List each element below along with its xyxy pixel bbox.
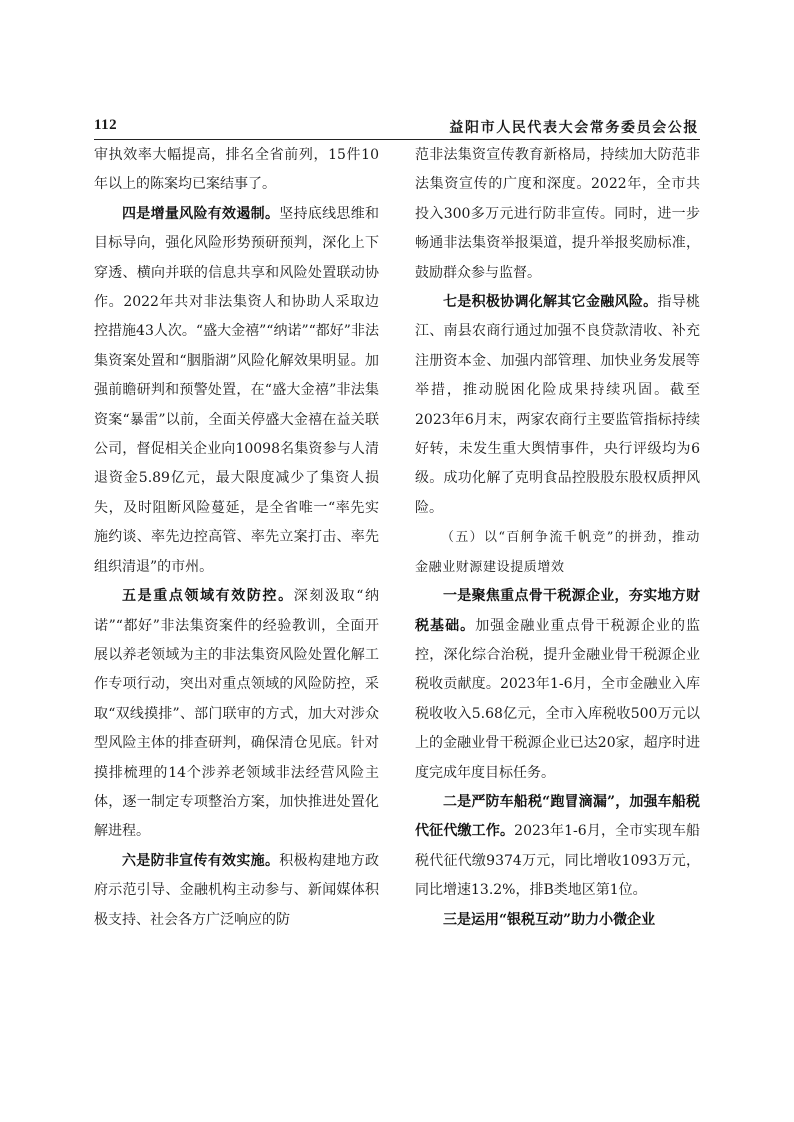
paragraph-body: 2023年1-6月，全市实现车船税代征代缴9374万元，同比增收1093万元，同比增速13.2%，排B类地区第1位。 [415, 823, 700, 899]
paragraph [94, 847, 379, 935]
paragraph-lead: 五是重点领域有效防控。 [122, 588, 294, 605]
paragraph-body: 坚持底线思维和目标导向，强化风险形势预研预判，深化上下穿透、横向并联的信息共享和风险处置联动协作。2022年共对非法集资人和协助人采取边控措施43人次。“盛大金禧”“纳诺”“都好”非法集资案处置和“胭脂湖”风险化解效果明显。加强前瞻研判和预警处置，在“盛大金禧”非法集资案“暴雷”以前，全面关停盛大金禧在益关联公司，督促相关企业向10098名集资参与人清退资金5.89亿元，最大限度减少了集资人损失，及时阻断风险蔓延，是全省唯一“率先实施约谈、率先边控高管、率先立案打击、率先组织清退”的市州。 [94, 205, 380, 575]
paragraph-body: 指导桃江、南县农商行通过加强不良贷款清收、补充注册资本金、加强内部管理、加快业务发展等举措，推动脱困化险成果持续巩固。截至2023年6月末，两家农商行主要监管指标持续好转，未发生重大舆情事件，央行评级均为6级。成功化解了克明食品控股股东股权质押风险。 [415, 294, 701, 516]
paragraph [415, 788, 700, 906]
paragraph-body: 积极构建地方政府示范引导、金融机构主动参与、新闻媒体积极支持、社会各方广泛响应的防 [94, 852, 380, 928]
paragraph-lead: 三是运用“银税互动”助力小微企业 [443, 911, 656, 928]
section-heading: （五）以“百舸争流千帆竞”的拼劲，推动金融业财源建设提质增效 [415, 530, 700, 575]
paragraph-body: 深刻汲取“纳诺”“都好”非法集资案件的经验教训，全面开展以养老领域为主的非法集资风险处置化解工作专项行动，突出对重点领域的风险防控，采取“双线摸排”、部门联审的方式，加大对涉众型风险主体的排查研判，确保清仓见底。针对摸排梳理的14个涉养老领域非法经营风险主体，逐一制定专项整治方案，加快推进处置化解进程。 [94, 588, 379, 840]
left-column [94, 141, 379, 935]
paragraph [94, 582, 379, 847]
paragraph: 范非法集资宣传教育新格局，持续加大防范非法集资宣传的广度和深度。2022年，全市共投入300多万元进行防非宣传。同时，进一步畅通非法集资举报渠道，提升举报奖励标准，鼓励群众参与监督。 [415, 147, 700, 281]
paragraph-lead: 二是严防车船税“跑冒滴漏”，加强车船税代征代缴工作。 [415, 793, 700, 840]
paragraph [415, 582, 700, 788]
paragraph-lead: 六是防非宣传有效实施。 [122, 852, 280, 869]
paragraph-body: 加强金融业重点骨干税源企业的监控，深化综合治税，提升金融业骨干税源企业税收贡献度。2023年1-6月，全市金融业入库税收收入5.68亿元，全市入库税收500万元以上的金融业骨干税源企业已达20家，超序时进度完成年度目标任务。 [415, 617, 701, 781]
header-rule [94, 139, 700, 140]
paragraph [415, 288, 700, 523]
paragraph-lead: 一是聚焦重点骨干税源企业，夯实地方财税基础。 [415, 588, 700, 634]
paragraph-lead: 四是增量风险有效遏制。 [122, 205, 280, 222]
page-number: 112 [94, 117, 118, 133]
journal-title: 益阳市人民代表大会常务委员会公报 [449, 120, 699, 136]
paragraph [415, 906, 700, 935]
paragraph [94, 200, 379, 582]
paragraph: 审执效率大幅提高，排名全省前列，15件10年以上的陈案均已案结事了。 [94, 147, 379, 193]
right-column [415, 141, 700, 935]
paragraph-lead: 七是积极协调化解其它金融风险。 [443, 294, 658, 311]
